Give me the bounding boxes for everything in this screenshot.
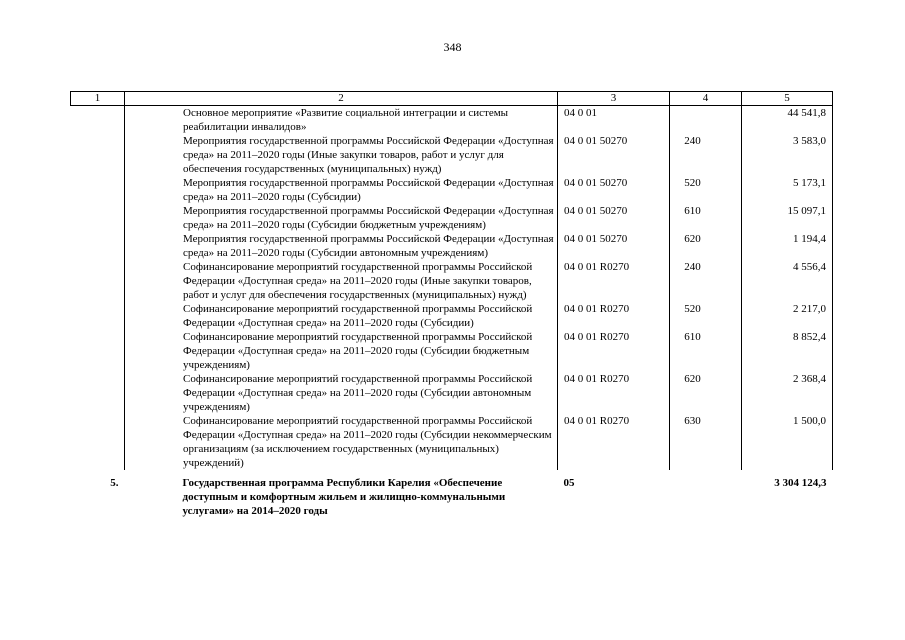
- table-row: [71, 232, 833, 260]
- row-amount: 44 541,8: [742, 106, 833, 135]
- row-type: 240: [670, 134, 742, 176]
- program-total-row: [71, 470, 833, 518]
- row-code: 04 0 01 50270: [558, 134, 670, 176]
- row-amount: 4 556,4: [742, 260, 833, 302]
- header-cell-2: 2: [125, 92, 558, 106]
- row-number: [71, 204, 125, 232]
- program-number: 5.: [110, 477, 119, 489]
- row-amount: 5 173,1: [742, 176, 833, 204]
- row-code: 04 0 01 50270: [558, 176, 670, 204]
- row-amount: 8 852,4: [742, 330, 833, 372]
- row-name: Основное мероприятие «Развитие социальной интеграции и системы реабилитации инвалидов»: [125, 106, 558, 135]
- row-amount: 2 217,0: [742, 302, 833, 330]
- row-number: [71, 134, 125, 176]
- header-cell-3: 3: [558, 92, 670, 106]
- header-cell-5: 5: [742, 92, 833, 106]
- row-type: 620: [670, 372, 742, 414]
- row-amount: 2 368,4: [742, 372, 833, 414]
- row-type: 620: [670, 232, 742, 260]
- row-code: 04 0 01 50270: [558, 204, 670, 232]
- header-row: [71, 92, 833, 106]
- table-row: [71, 330, 833, 372]
- table-row: [71, 414, 833, 470]
- row-amount: 15 097,1: [742, 204, 833, 232]
- program-name: Государственная программа Республики Карелия «Обеспечение доступным и комфортным жильем и жилищно-коммунальными услугами» на 2014–2020 годы: [182, 477, 506, 517]
- row-code: 04 0 01 R0270: [558, 414, 670, 470]
- row-code: 04 0 01 50270: [558, 232, 670, 260]
- row-name: Мероприятия государственной программы Российской Федерации «Доступная среда» на 2011–2020 годы (Иные закупки товаров, работ и услуг для обеспечения государственных (муниципальных) нужд): [125, 134, 558, 176]
- program-type: [670, 470, 742, 518]
- page-number: 348: [443, 40, 462, 54]
- row-number: [71, 260, 125, 302]
- row-name: Софинансирование мероприятий государственной программы Российской Федерации «Доступная среда» на 2011–2020 годы (Субсидии некоммерческим организациям (за исключением государственных (муниципальных) учреждений): [125, 414, 558, 470]
- table-row: [71, 176, 833, 204]
- row-amount: 3 583,0: [742, 134, 833, 176]
- row-number: [71, 414, 125, 470]
- row-name: Софинансирование мероприятий государственной программы Российской Федерации «Доступная среда» на 2011–2020 годы (Субсидии автономным учреждениям): [125, 372, 558, 414]
- row-code: 04 0 01 R0270: [558, 372, 670, 414]
- row-name: Софинансирование мероприятий государственной программы Российской Федерации «Доступная среда» на 2011–2020 годы (Субсидии бюджетным учреждениям): [125, 330, 558, 372]
- table-row: [71, 106, 833, 135]
- row-number: [71, 330, 125, 372]
- program-code: 05: [563, 477, 575, 489]
- row-type: 610: [670, 330, 742, 372]
- row-code: 04 0 01 R0270: [558, 260, 670, 302]
- table-row: [71, 372, 833, 414]
- row-name: Мероприятия государственной программы Российской Федерации «Доступная среда» на 2011–2020 годы (Субсидии): [125, 176, 558, 204]
- row-code: 04 0 01 R0270: [558, 302, 670, 330]
- row-name: Софинансирование мероприятий государственной программы Российской Федерации «Доступная среда» на 2011–2020 годы (Иные закупки товаров, работ и услуг для обеспечения государственных (муниципальных) нужд): [125, 260, 558, 302]
- row-type: 520: [670, 302, 742, 330]
- row-code: 04 0 01 R0270: [558, 330, 670, 372]
- row-number: [71, 106, 125, 135]
- row-type: 240: [670, 260, 742, 302]
- row-name: Мероприятия государственной программы Российской Федерации «Доступная среда» на 2011–2020 годы (Субсидии автономным учреждениям): [125, 232, 558, 260]
- row-type: 520: [670, 176, 742, 204]
- row-number: [71, 232, 125, 260]
- table-row: [71, 302, 833, 330]
- row-amount: 1 500,0: [742, 414, 833, 470]
- row-name: Мероприятия государственной программы Российской Федерации «Доступная среда» на 2011–2020 годы (Субсидии бюджетным учреждениям): [125, 204, 558, 232]
- row-number: [71, 372, 125, 414]
- table-row: [71, 134, 833, 176]
- row-number: [71, 302, 125, 330]
- table-row: [71, 260, 833, 302]
- row-code: 04 0 01: [558, 106, 670, 135]
- budget-table: [70, 91, 833, 518]
- row-number: [71, 176, 125, 204]
- table-row: [71, 204, 833, 232]
- header-cell-4: 4: [670, 92, 742, 106]
- header-cell-1: 1: [71, 92, 125, 106]
- row-amount: 1 194,4: [742, 232, 833, 260]
- row-type: 610: [670, 204, 742, 232]
- row-type: 630: [670, 414, 742, 470]
- row-name: Софинансирование мероприятий государственной программы Российской Федерации «Доступная среда» на 2011–2020 годы (Субсидии): [125, 302, 558, 330]
- row-type: [670, 106, 742, 135]
- program-amount: 3 304 124,3: [774, 477, 827, 489]
